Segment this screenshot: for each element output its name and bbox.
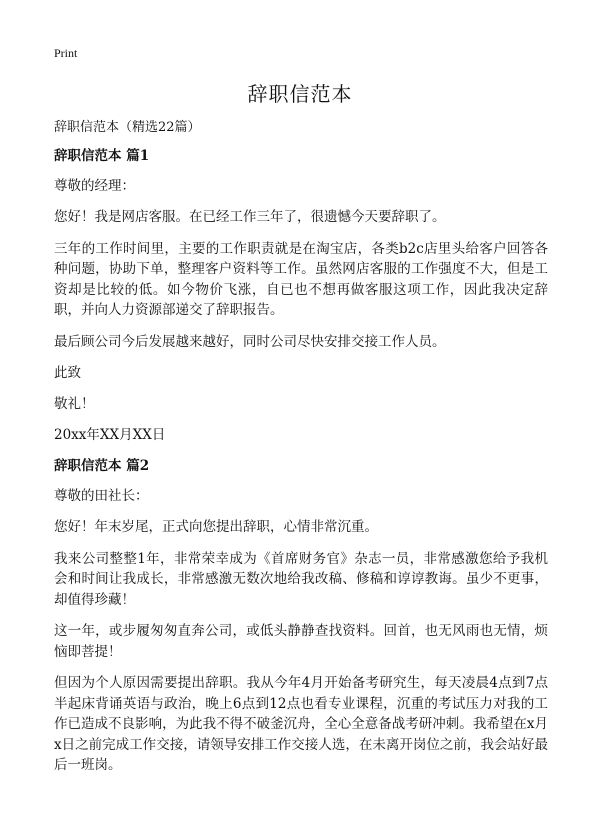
paragraph: 您好！我是网店客服。在已经工作三年了，很遗憾今天要辞职了。: [54, 209, 446, 225]
paragraph: 但因为个人原因需要提出辞职。我从今年4月开始备考研究生，每天凌晨4点到7点半起床背诵英语与政治，晚上6点到12点也看专业课程，沉重的考试压力对我的工作已造成不良影响，为此我不得不破釜沉舟，全心全意备战考研冲刺。我希望在x月x日之前完成工作交接，请领导安排工作交接人选，在未离开岗位之前，我会站好最后一班岗。: [54, 675, 548, 773]
paragraph: 三年的工作时间里，主要的工作职责就是在淘宝店，各类b2c店里头给客户回答各种问题，协助下单，整理客户资料等工作。虽然网店客服的工作强度不大，但是工资却是比较的低。如今物价飞涨，自已也不想再做客服这项工作，因此我决定辞职，并向人力资源部递交了辞职报告。: [54, 240, 548, 318]
document-subtitle: 辞职信范本（精选22篇）: [54, 120, 201, 135]
salutation: 尊敬的田社长：: [54, 488, 149, 504]
date-line: 20xx年XX月XX日: [54, 427, 166, 443]
closing-line: 敬礼！: [54, 396, 95, 412]
paragraph: 我来公司整整1年，非常荣幸成为《首席财务官》杂志一员，非常感激您给予我机会和时间让我成长，非常感激无数次地给我改稿、修稿和谆谆教诲。虽少不更事，却值得珍藏！: [54, 550, 548, 608]
section-2: [54, 456, 548, 776]
document-body: [54, 118, 548, 787]
section-1: [54, 146, 548, 445]
salutation: 尊敬的经理：: [54, 178, 135, 194]
print-label[interactable]: Print: [54, 46, 78, 60]
paragraph: 最后顾公司今后发展越来越好，同时公司尽快安排交接工作人员。: [54, 333, 446, 350]
paragraph: 这一年，或步履匆匆直奔公司，或低头静静查找资料。回首，也无风雨也无情，烦恼即菩提！: [54, 623, 548, 660]
page-title: 辞职信范本: [247, 82, 353, 106]
section-heading: 辞职信范本 篇2: [54, 458, 150, 474]
section-heading: 辞职信范本 篇1: [54, 148, 150, 164]
paragraph: 您好！年末岁尾，正式向您提出辞职，心情非常沉重。: [54, 519, 378, 535]
closing-line: 此致: [54, 365, 81, 381]
